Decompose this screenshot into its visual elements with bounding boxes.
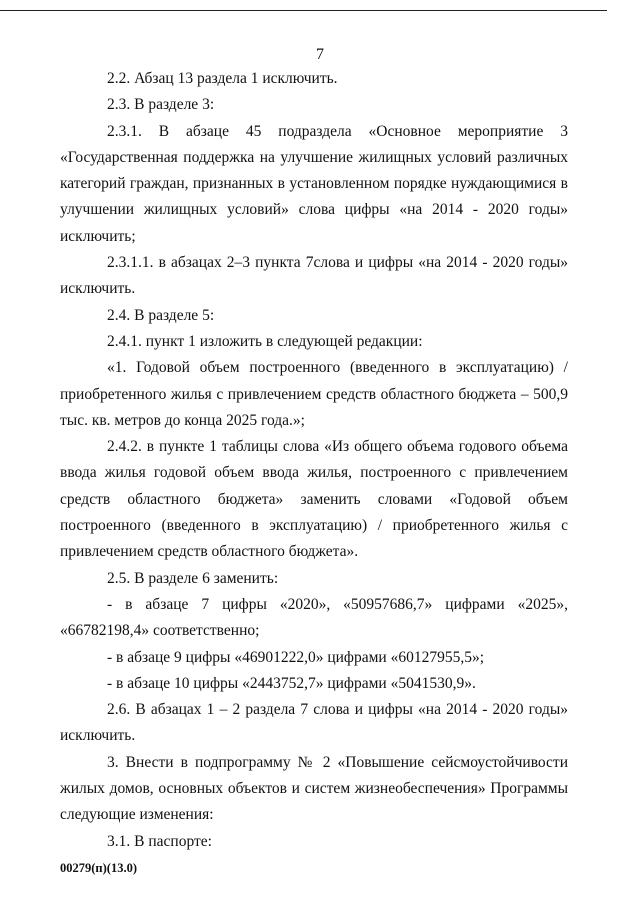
paragraph-2-5-item-1: - в абзаце 7 цифры «2020», «50957686,7» цифрами «2025», «66782198,4» соответственно;	[60, 595, 568, 640]
document-code: 00279(п)(13.0)	[60, 861, 137, 875]
paragraph-2-3-1: 2.3.1. В абзаце 45 подраздела «Основное мероприятие 3 «Государственная поддержка на улучшение жилищных условий различных категорий граждан, признанных в установленном порядке нуждающимися в улучшении жилищных условий» слова цифры «на 2014 - 2020 годы» исключить;	[60, 122, 568, 245]
top-rule	[0, 10, 607, 11]
paragraph-3: 3. Внести в подпрограмму № 2 «Повышение сейсмоустойчивости жилых домов, основных объектов и систем жизнеобеспечения» Программы следующие изменения:	[60, 753, 568, 824]
paragraph-2-3-1-1: 2.3.1.1. в абзацах 2–3 пункта 7слова и цифры «на 2014 - 2020 годы» исключить.	[60, 254, 568, 298]
page-number: 7	[316, 46, 324, 63]
paragraph-2-5-item-2: - в абзаце 9 цифры «46901222,0» цифрами «60127955,5»;	[107, 648, 485, 666]
document-body	[60, 66, 568, 855]
paragraph-2-6: 2.6. В абзацах 1 – 2 раздела 7 слова и цифры «на 2014 - 2020 годы» исключить.	[60, 701, 568, 745]
paragraph-2-2: 2.2. Абзац 13 раздела 1 исключить.	[107, 70, 338, 87]
paragraph-2-4-2: 2.4.2. в пункте 1 таблицы слова «Из общего объема годового объема ввода жилья годовой объем ввода жилья, построенного с привлечением средств областного бюджета» заменить словами «Годовой объем построенного (введенного в эксплуатацию) / приобретенного жилья с привлечением средств областного бюджета».	[60, 438, 568, 561]
paragraph-2-3: 2.3. В разделе 3:	[107, 96, 215, 114]
paragraph-quote-1: «1. Годовой объем построенного (введенного в эксплуатацию) / приобретенного жилья с привлечением средств областного бюджета – 500,9 тыс. кв. метров до конца 2025 года.»;	[60, 359, 568, 429]
paragraph-2-5-item-3: - в абзаце 10 цифры «2443752,7» цифрами «5041530,9».	[107, 674, 476, 692]
paragraph-3-1: 3.1. В паспорте:	[107, 832, 212, 850]
paragraph-2-5: 2.5. В разделе 6 заменить:	[107, 569, 279, 587]
paragraph-2-4: 2.4. В разделе 5:	[107, 306, 215, 324]
paragraph-2-4-1: 2.4.1. пункт 1 изложить в следующей редакции:	[107, 332, 423, 350]
